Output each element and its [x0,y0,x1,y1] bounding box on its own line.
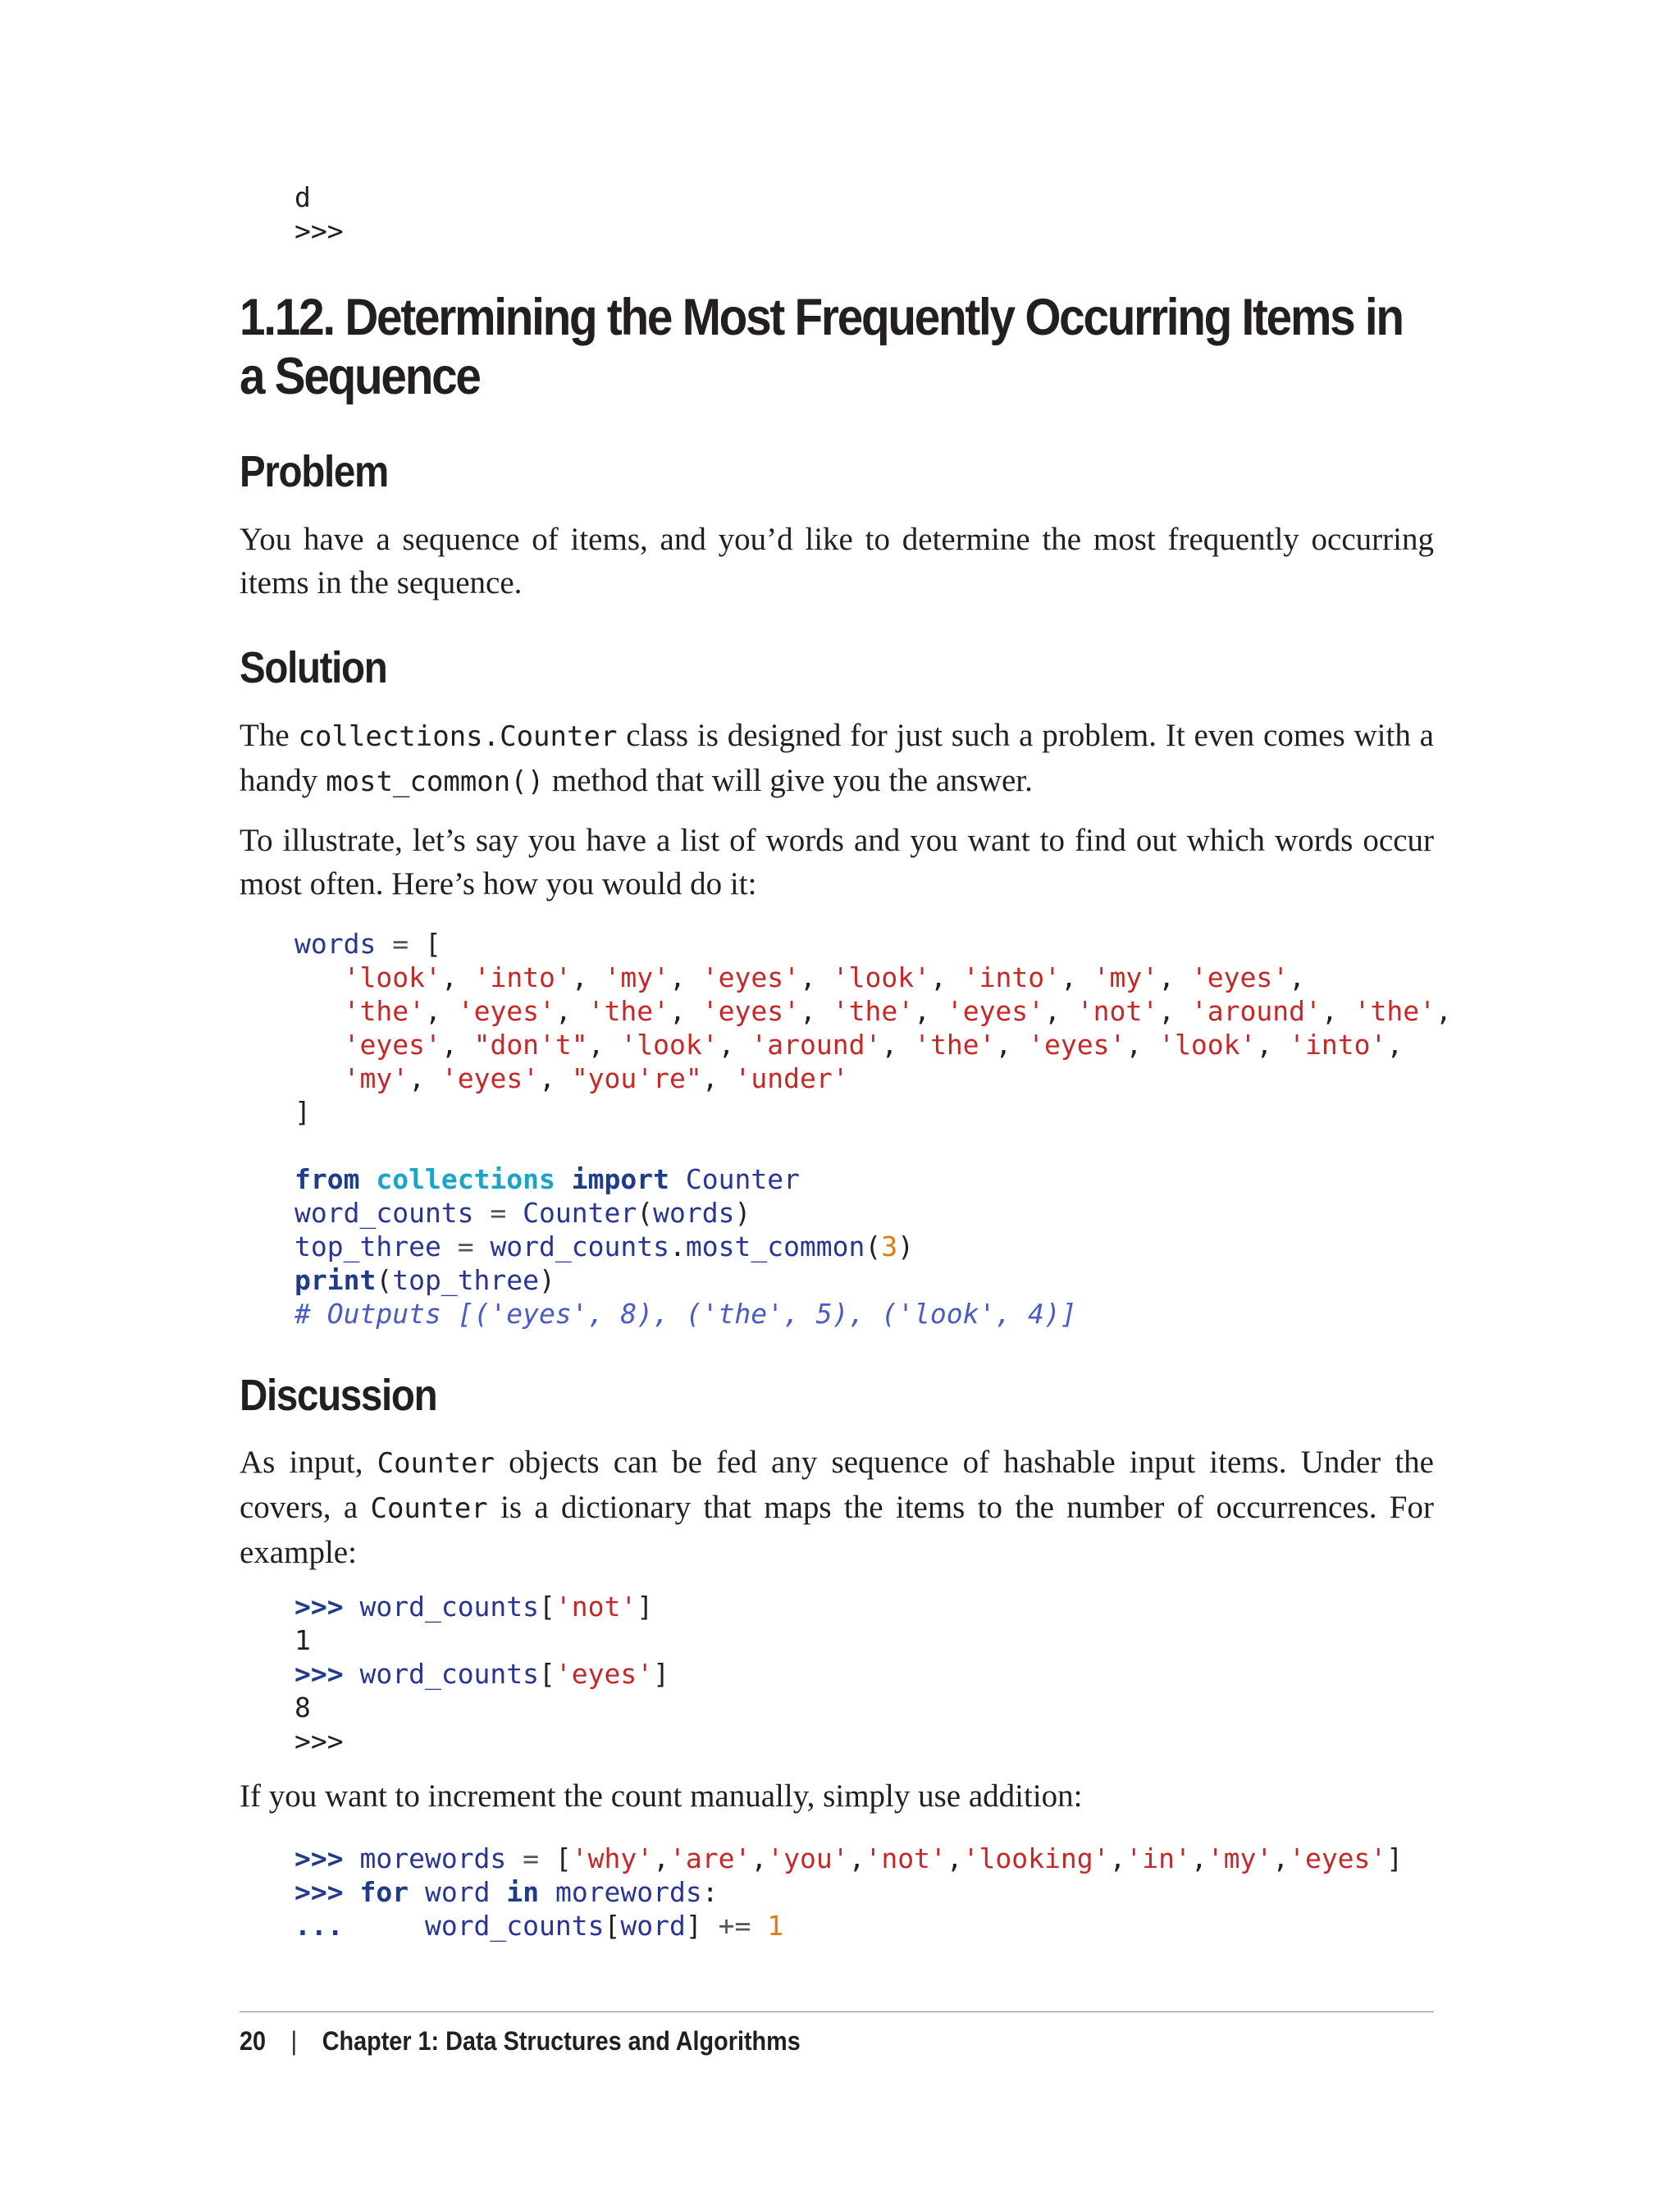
code-line: >>> [294,215,344,247]
discussion-heading: Discussion [240,1371,437,1420]
code-block-increment: >>> morewords = ['why','are','you','not','looking','in','my','eyes'] >>> for word in morewords: ... word_counts[word] += 1 [294,1842,1404,1942]
inline-code: Counter [370,1492,488,1525]
section-title: 1.12. Determining the Most Frequently Occurring Items in a Sequence [240,289,1403,405]
chapter-title: Chapter 1: Data Structures and Algorithms [322,2026,801,2056]
inline-code: most_common() [326,765,545,798]
problem-text: You have a sequence of items, and you’d like to determine the most frequently occurring items in the sequence. [240,522,1434,600]
code-block-lookup: >>> word_counts['not'] 1 >>> word_counts['eyes'] 8 >>> [294,1591,669,1757]
solution-paragraph-1: The collections.Counter class is designed for just such a problem. It even comes with a handy most_common() method that will give you the answer. [240,718,1434,798]
footer-separator: | [290,2026,298,2056]
code-block-counter: words = [ 'look', 'into', 'my', 'eyes', 'look', 'into', 'my', 'eyes', 'the', 'eyes', 'the', 'eyes', 'the', 'eyes', 'not', 'around', 'the', 'eyes', "don't", 'look', 'around', 'the', 'eyes', 'look', 'into', 'my', 'eyes', "you're", 'under' ] from collections import Counter word_counts = Counter(words) top_three = word_counts.most_common(3) print(top_three) # Outputs [('eyes', 8), ('the', 5), ('look', 4)] [294,928,1452,1330]
inline-code: collections.Counter [298,720,618,753]
discussion-paragraph-1: As input, Counter objects can be fed any sequence of hashable input items. Under the covers, a Counter is a dictionary that maps the items to the number of occurrences. For example: [240,1445,1434,1570]
code-fragment-top [240,180,344,248]
code-comment: # Outputs [('eyes', 8), ('the', 5), ('look', 4)] [294,1298,1077,1330]
code-line: d [294,181,311,213]
solution-paragraph-2: To illustrate, let’s say you have a list of words and you want to find out which words occur most often. Here’s how you would do it: [240,823,1434,902]
output-value: 8 [294,1691,311,1723]
solution-heading: Solution [240,643,387,692]
inline-code: Counter [377,1447,495,1480]
footer-rule [240,2011,1434,2012]
discussion-paragraph-2: If you want to increment the count manually, simply use addition: [240,1778,1083,1814]
output-value: 1 [294,1624,311,1656]
page-number: 20 [240,2026,267,2056]
problem-heading: Problem [240,447,388,496]
page-footer [240,2025,801,2057]
